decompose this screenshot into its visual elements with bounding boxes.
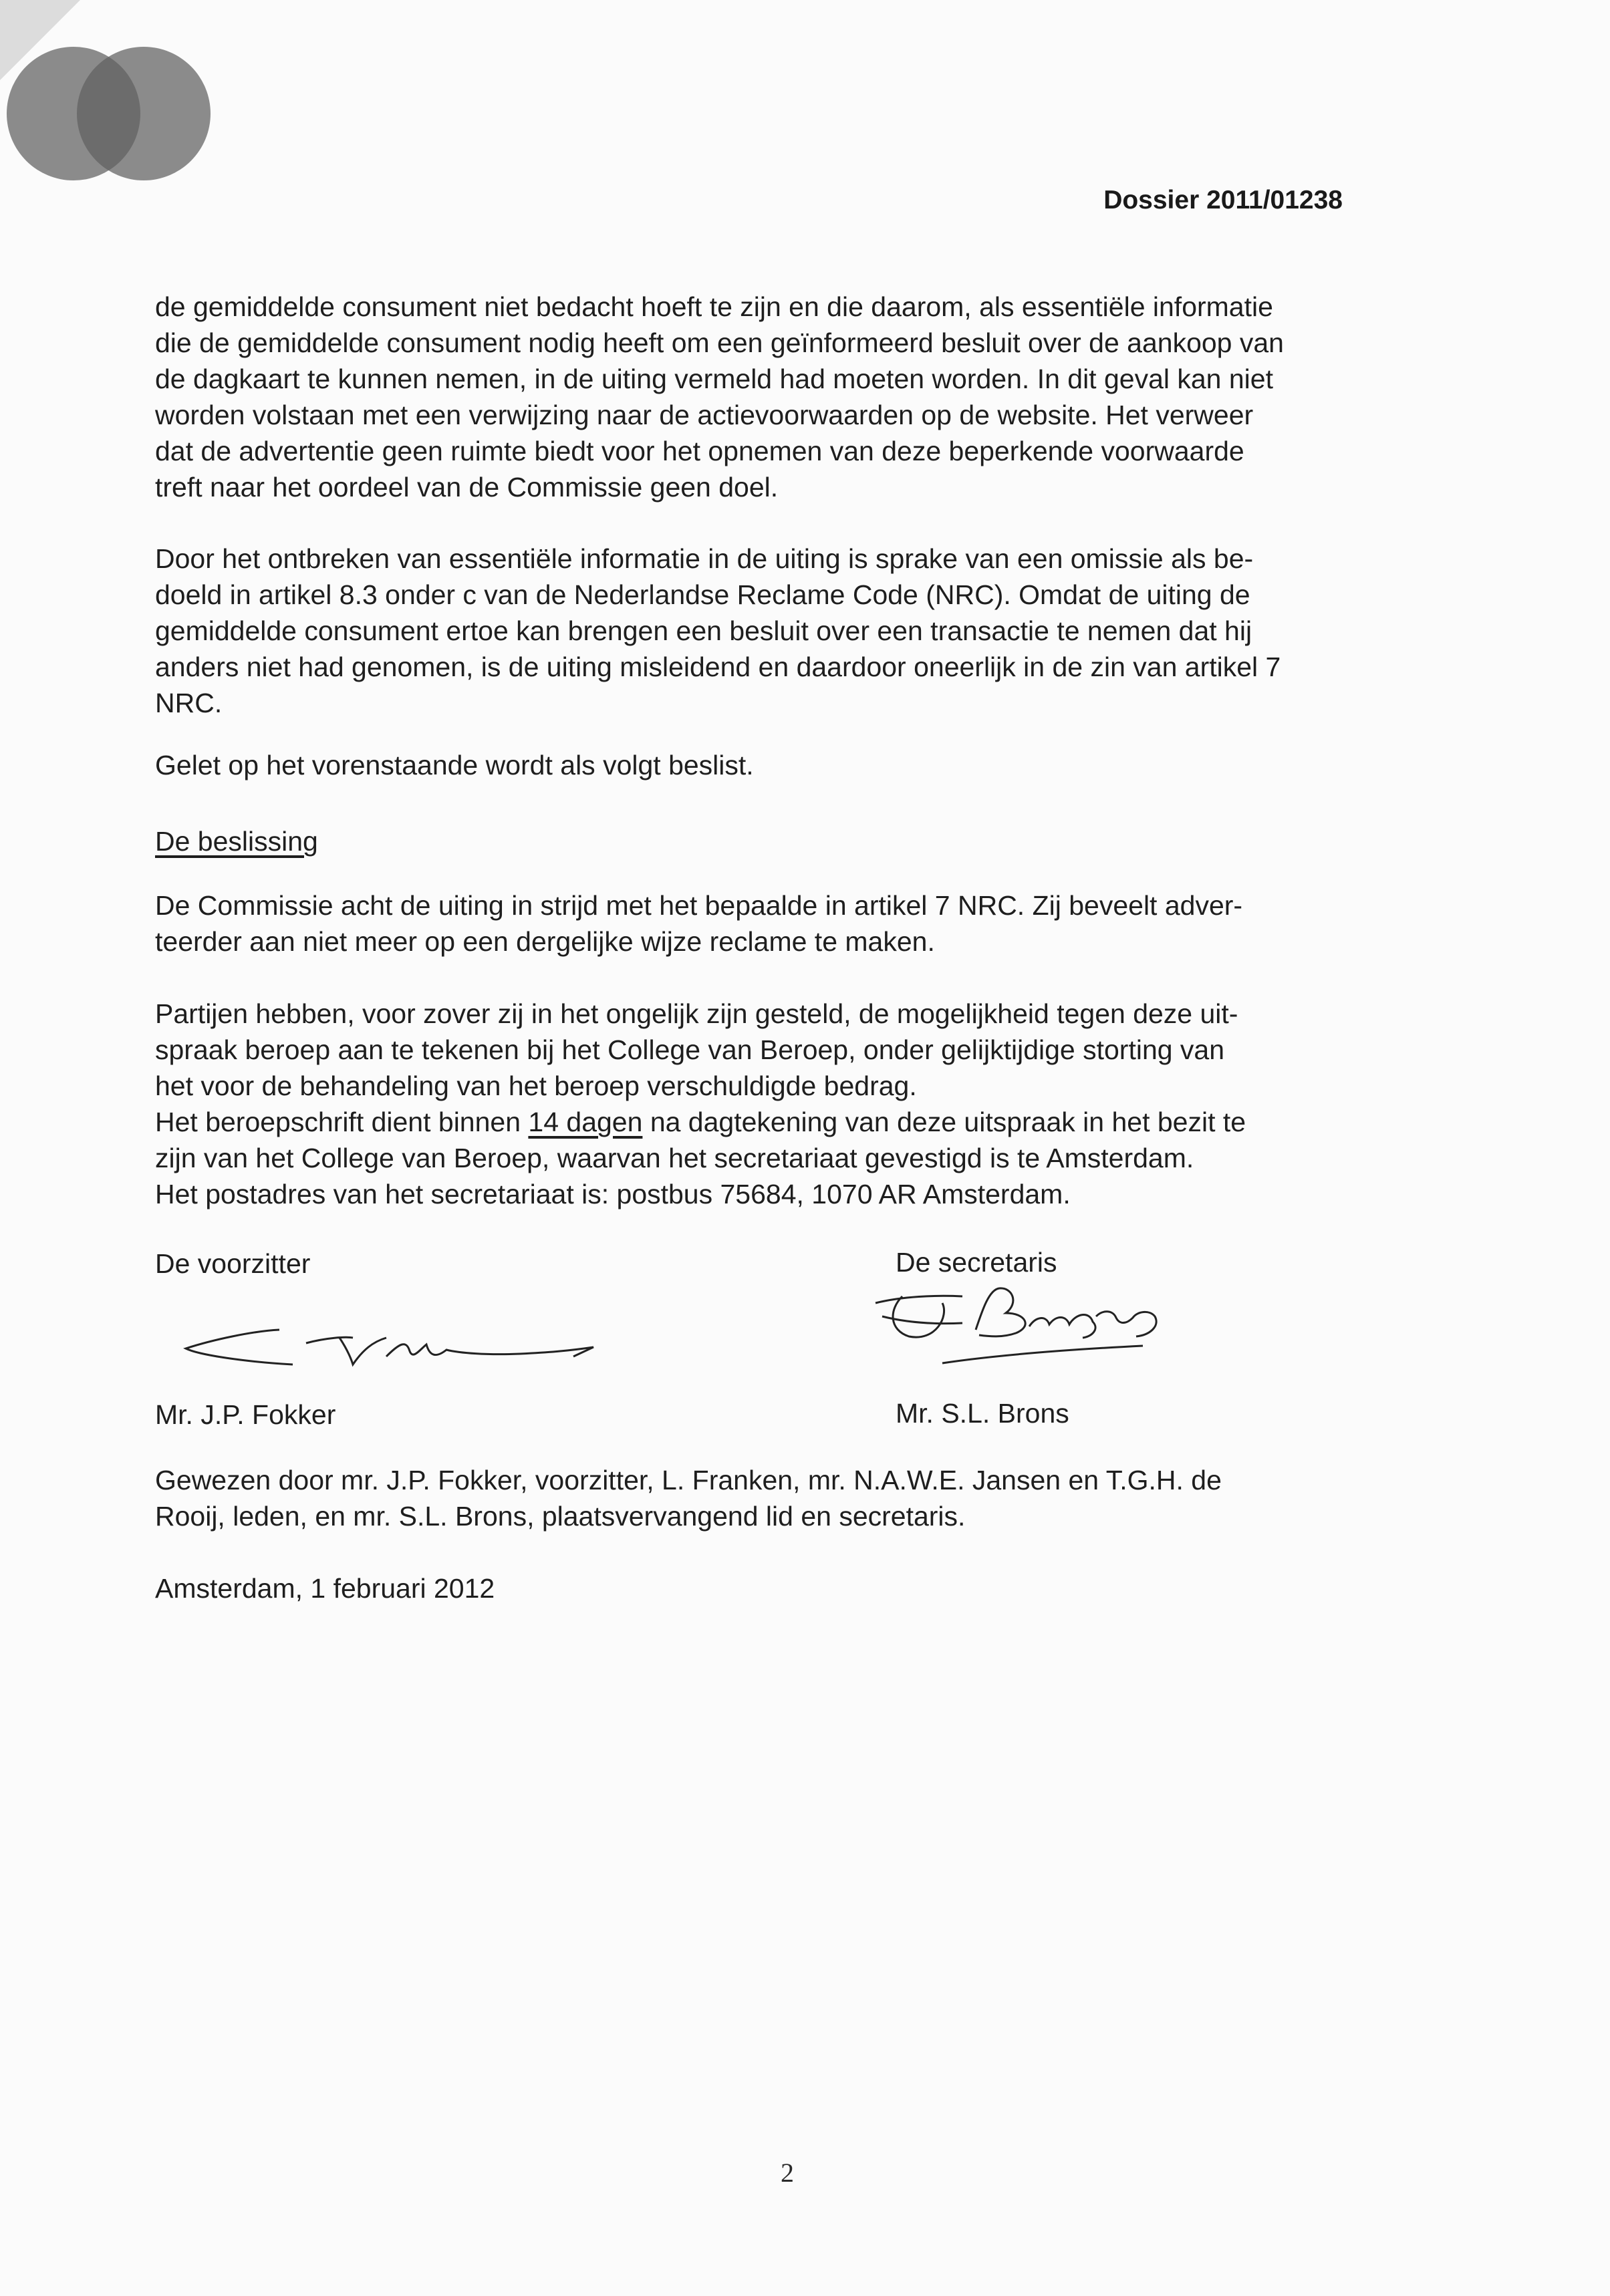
text-fragment: Het beroepschrift dient binnen: [155, 1107, 529, 1137]
text-line: doeld in artikel 8.3 onder c van de Nederlandse Reclame Code (NRC). Omdat de uiting de: [155, 579, 1250, 610]
text-line: worden volstaan met een verwijzing naar de actievoorwaarden op de website. Het verweer: [155, 400, 1254, 430]
dossier-number: Dossier 2011/01238: [1103, 186, 1343, 214]
text-line: De Commissie acht de uiting in strijd met het bepaalde in artikel 7 NRC. Zij beveelt adver-: [155, 890, 1243, 921]
paragraph-conclusion-intro: [155, 747, 754, 783]
text-line: Het postadres van het secretariaat is: postbus 75684, 1070 AR Amsterdam.: [155, 1179, 1071, 1209]
text-line: Amsterdam, 1 februari 2012: [155, 1573, 495, 1604]
paragraph-composition: [155, 1462, 1222, 1534]
place-and-date: [155, 1570, 495, 1606]
text-line: gemiddelde consument ertoe kan brengen een besluit over een transactie te nemen dat hij: [155, 615, 1252, 646]
text-line: [155, 1104, 1246, 1140]
secretary-title: De secretaris: [896, 1247, 1057, 1278]
punch-hole-right: [77, 47, 211, 180]
text-line: treft naar het oordeel van de Commissie geen doel.: [155, 472, 779, 503]
deadline-underlined: 14 dagen: [528, 1107, 643, 1137]
paragraph-decision: [155, 887, 1242, 960]
text-line: Door het ontbreken van essentiële informatie in de uiting is sprake van een omissie als be-: [155, 543, 1254, 574]
text-line: de dagkaart te kunnen nemen, in de uiting vermeld had moeten worden. In dit geval kan niet: [155, 364, 1273, 394]
text-line: Gelet op het vorenstaande wordt als volgt beslist.: [155, 750, 754, 780]
text-line: zijn van het College van Beroep, waarvan het secretariaat gevestigd is te Amsterdam.: [155, 1143, 1194, 1173]
chair-title: De voorzitter: [155, 1248, 311, 1279]
chair-name: Mr. J.P. Fokker: [155, 1399, 336, 1430]
text-line: dat de advertentie geen ruimte biedt voor het opnemen van deze beperkende voorwaarde: [155, 436, 1244, 466]
text-line: spraak beroep aan te tekenen bij het College van Beroep, onder gelijktijdige storting van: [155, 1034, 1225, 1065]
text-line: de gemiddelde consument niet bedacht hoeft te zijn en die daarom, als essentiële informatie: [155, 291, 1273, 322]
text-line: anders niet had genomen, is de uiting misleidend en daardoor oneerlijk in de zin van artikel 7: [155, 652, 1281, 682]
paragraph-consumer-information: [155, 289, 1284, 505]
text-line: teerder aan niet meer op een dergelijke wijze reclame te maken.: [155, 926, 935, 957]
section-heading-decision: De beslissing: [155, 826, 318, 857]
secretary-name: Mr. S.L. Brons: [896, 1398, 1069, 1429]
text-line: het voor de behandeling van het beroep verschuldigde bedrag.: [155, 1070, 917, 1101]
page-number: 2: [781, 2158, 794, 2188]
secretary-signature: [862, 1276, 1196, 1390]
text-line: Gewezen door mr. J.P. Fokker, voorzitter, L. Franken, mr. N.A.W.E. Jansen en T.G.H. de: [155, 1465, 1222, 1495]
text-fragment: na dagtekening van deze uitspraak in het bezit te: [642, 1107, 1246, 1137]
text-line: NRC.: [155, 688, 223, 718]
text-line: Rooij, leden, en mr. S.L. Brons, plaatsvervangend lid en secretaris.: [155, 1501, 966, 1532]
paragraph-appeal: [155, 996, 1246, 1212]
text-line: die de gemiddelde consument nodig heeft om een geïnformeerd besluit over de aankoop van: [155, 327, 1284, 358]
text-line: Partijen hebben, voor zover zij in het ongelijk zijn gesteld, de mogelijkheid tegen deze uit-: [155, 998, 1238, 1029]
chair-signature: [172, 1303, 614, 1390]
paragraph-omission: [155, 541, 1281, 721]
